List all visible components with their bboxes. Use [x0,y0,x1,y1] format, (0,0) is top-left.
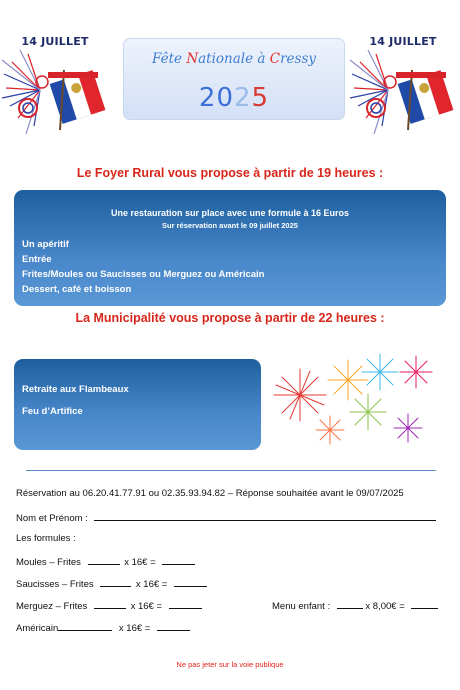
fireworks-icon [268,350,438,450]
formula-label: Merguez – Frites [16,601,88,612]
total-field[interactable] [162,555,195,565]
price-label: x 16€ = [130,601,162,612]
total-field[interactable] [174,577,207,587]
formula-label: Américain [16,623,59,634]
list-item: Entrée [22,254,52,265]
price-label: x 16€ = [118,623,151,634]
saucisses-row [16,577,207,590]
moules-row [16,555,195,568]
menu-enfant-row [272,599,438,612]
list-item: Retraite aux Flambeaux [22,384,129,395]
price-label: x 16€ = [124,557,156,568]
divider [26,470,436,471]
quantity-field[interactable] [94,599,126,609]
formula-line: Une restauration sur place avec une formule à 16 Euros [110,208,350,218]
name-field[interactable] [94,511,436,521]
quantity-field[interactable] [88,555,120,565]
badge-label: 14 JUILLET [369,35,437,48]
price-label: x 8,00€ = [365,601,405,612]
bastille-day-badge-right [348,30,458,140]
event-year: 2025 [198,83,270,113]
municipalite-heading: La Municipalité vous propose à partir de 22 heures : [75,311,385,325]
formula-label: Moules – Frites [16,557,81,568]
quantity-field[interactable] [337,599,363,609]
badge-label: 14 JUILLET [21,35,89,48]
event-title: Fête Nationale à Cressy [151,51,317,67]
foyer-heading: Le Foyer Rural vous propose à partir de 19 heures : [76,166,384,180]
formules-label: Les formules : [16,533,76,544]
list-item: Dessert, café et boisson [22,284,132,295]
quantity-field[interactable] [58,621,112,631]
reservation-deadline: Sur réservation avant le 09 juillet 2025 [162,221,298,230]
menu-list [22,237,265,297]
total-field[interactable] [157,621,190,631]
list-item: Feu d’Artifice [22,406,83,417]
merguez-row [16,599,202,612]
total-field[interactable] [411,599,438,609]
name-row [16,511,436,524]
reservation-info: Réservation au 06.20.41.77.91 ou 02.35.93.94.82 – Réponse souhaitée avant le 09/07/2025 [16,488,404,499]
formula-label: Saucisses – Frites [16,579,94,590]
municipalite-box [14,359,261,450]
title-box [123,38,345,120]
quantity-field[interactable] [100,577,131,587]
list-item: Un apéritif [22,239,69,250]
bastille-day-badge-left [0,30,110,140]
foyer-menu-box [14,190,446,306]
name-label: Nom et Prénom : [16,513,88,524]
menu-enfant-label: Menu enfant : [272,601,331,612]
americain-row [16,621,190,634]
total-field[interactable] [169,599,202,609]
list-item: Frites/Moules ou Saucisses ou Merguez ou Américain [22,269,265,280]
price-label: x 16€ = [135,579,168,590]
footer-notice: Ne pas jeter sur la voie publique [176,660,284,669]
